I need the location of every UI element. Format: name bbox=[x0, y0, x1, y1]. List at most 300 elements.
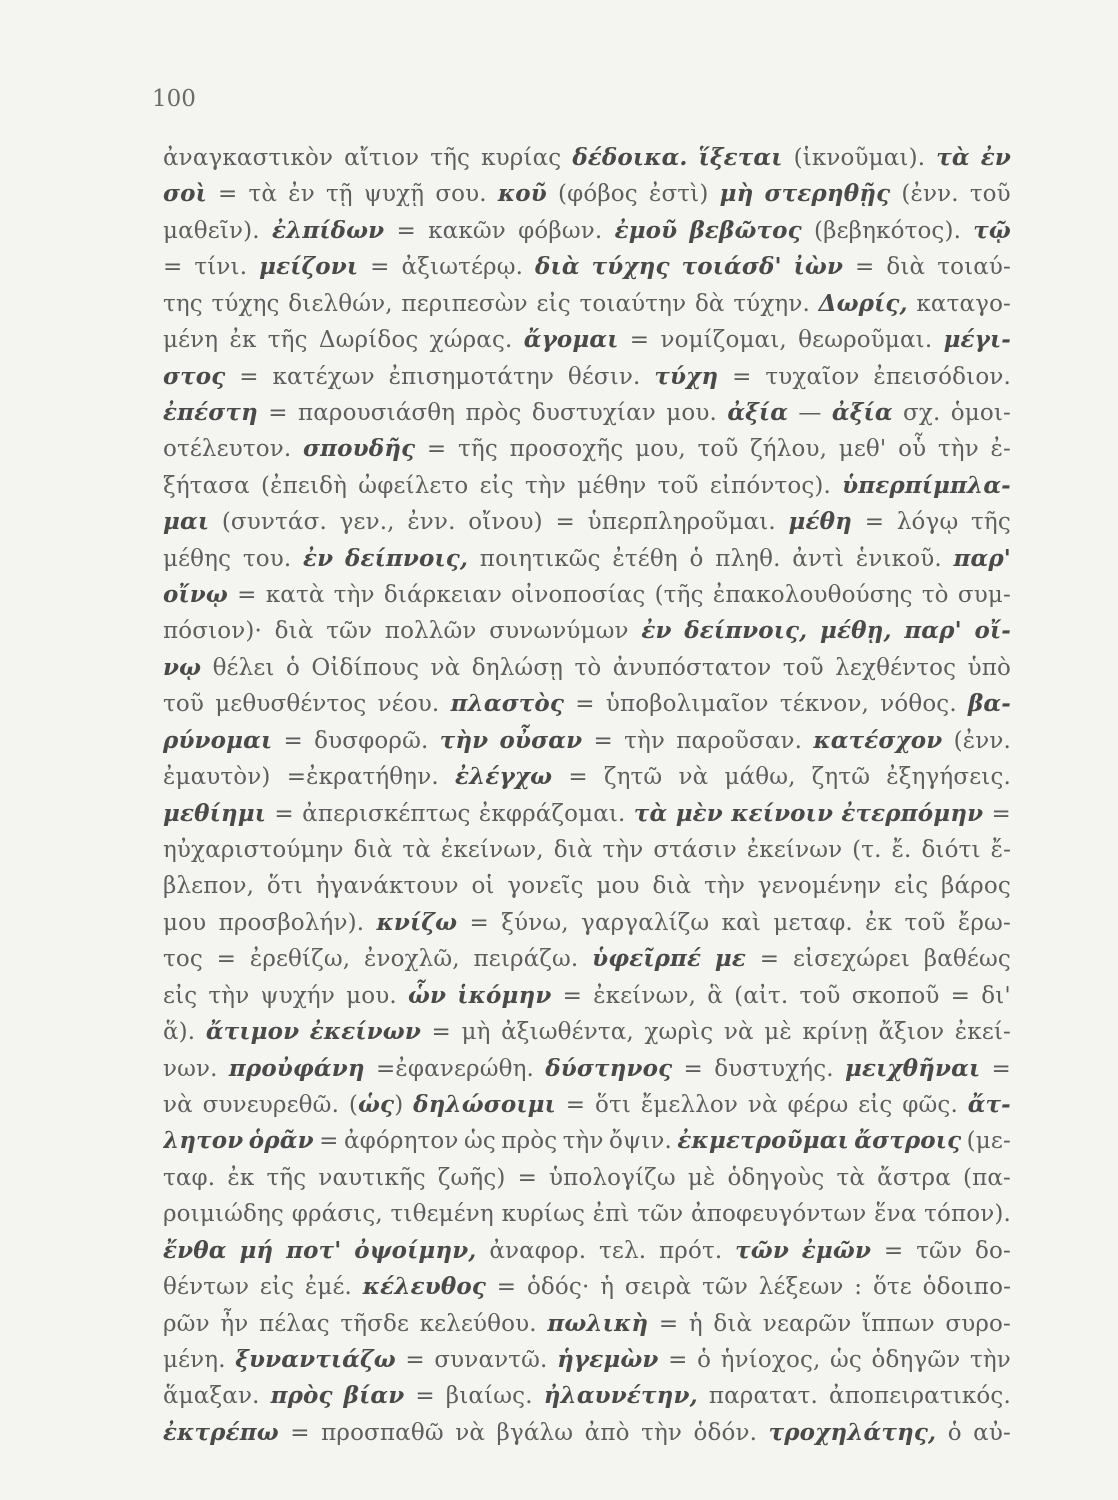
gloss-text: ἐπισημοτάτην bbox=[388, 363, 554, 390]
headword: ἠλαυνέτην, bbox=[543, 1382, 698, 1410]
word bbox=[402, 832, 431, 868]
gloss-text: ναυτικῆς bbox=[318, 1164, 426, 1191]
gloss-text: πειράζω. bbox=[473, 946, 579, 973]
gloss-text: ἄστρα bbox=[877, 1164, 951, 1191]
word bbox=[376, 1051, 534, 1087]
word bbox=[865, 504, 884, 540]
word bbox=[798, 322, 932, 358]
word bbox=[446, 1378, 533, 1414]
word bbox=[405, 1342, 424, 1378]
word bbox=[163, 832, 344, 868]
headword: μεθίημι bbox=[163, 799, 267, 827]
gloss-text: ὠφείλετο bbox=[358, 472, 469, 499]
word bbox=[316, 868, 459, 904]
gloss-text: κρίνῃ bbox=[802, 1019, 868, 1046]
word bbox=[431, 650, 461, 686]
word bbox=[951, 395, 1011, 431]
gloss-text: τόπον). bbox=[924, 1201, 1011, 1228]
gloss-text: ζωῆς) bbox=[437, 1164, 506, 1191]
gloss-text: ψυχῇ bbox=[363, 181, 425, 208]
word bbox=[378, 686, 440, 722]
gloss-text: ἐκ bbox=[229, 327, 257, 354]
text-line bbox=[163, 723, 1011, 759]
word bbox=[968, 650, 1011, 686]
word bbox=[644, 1014, 713, 1050]
word bbox=[677, 1123, 848, 1159]
word bbox=[991, 431, 1011, 467]
gloss-text: τὴν bbox=[624, 727, 666, 754]
gloss-text: οὗ bbox=[898, 436, 927, 463]
word bbox=[213, 650, 275, 686]
text-line bbox=[163, 941, 1011, 977]
word bbox=[163, 868, 254, 904]
gloss-text: δι' bbox=[981, 982, 1011, 1009]
word bbox=[239, 359, 258, 395]
word bbox=[432, 1014, 451, 1050]
word bbox=[812, 759, 870, 795]
gloss-text: τοῦ bbox=[904, 909, 946, 936]
headword: ἵξεται bbox=[698, 144, 783, 171]
word bbox=[839, 431, 887, 467]
word bbox=[855, 249, 874, 285]
word bbox=[637, 1196, 683, 1232]
word bbox=[303, 431, 415, 467]
word bbox=[568, 359, 641, 395]
headword: δέδοικα. bbox=[572, 144, 688, 171]
gloss-text: ( bbox=[348, 1091, 358, 1118]
word bbox=[377, 905, 458, 941]
gloss-text: τῆς bbox=[458, 436, 498, 463]
gloss-text: τὸ bbox=[921, 582, 949, 609]
word bbox=[427, 431, 446, 467]
gloss-text: = bbox=[759, 946, 780, 973]
gloss-text: μου bbox=[163, 909, 207, 936]
word bbox=[271, 1378, 333, 1414]
word bbox=[945, 1306, 1011, 1342]
headword: κέλευθος bbox=[362, 1273, 486, 1301]
headword: ἐκτρέπω bbox=[163, 1418, 279, 1446]
word bbox=[886, 759, 1011, 795]
word bbox=[273, 359, 375, 395]
headword: ἐν bbox=[980, 144, 1011, 171]
word bbox=[218, 176, 237, 212]
word bbox=[593, 978, 696, 1014]
word bbox=[702, 1269, 748, 1305]
gloss-text: ἄξιον bbox=[878, 1019, 945, 1046]
gloss-text: μου. bbox=[666, 399, 717, 426]
gloss-text: σχ. bbox=[903, 399, 941, 426]
gloss-text: ἀποπειρατικός. bbox=[829, 1383, 1011, 1410]
gloss-text: ἡ bbox=[688, 1310, 703, 1337]
word bbox=[704, 868, 745, 904]
word bbox=[958, 905, 1011, 941]
word bbox=[592, 249, 670, 285]
gloss-text: μένη bbox=[163, 327, 219, 354]
word bbox=[991, 832, 1011, 868]
word bbox=[319, 322, 419, 358]
gloss-text: φέρω bbox=[787, 1091, 849, 1118]
word bbox=[345, 541, 468, 577]
word bbox=[923, 1269, 1011, 1305]
word bbox=[709, 1378, 818, 1414]
word bbox=[545, 1051, 672, 1087]
word bbox=[690, 213, 802, 249]
headword: τὰ bbox=[936, 144, 970, 171]
word bbox=[794, 249, 843, 285]
gloss-text: νὰ bbox=[723, 1019, 754, 1046]
gloss-text: ἀποφευγόντων bbox=[691, 1201, 867, 1228]
word bbox=[471, 868, 494, 904]
headword: κνίζω bbox=[376, 908, 458, 936]
gloss-text: θέσιν. bbox=[567, 363, 641, 390]
gloss-text: διὰ bbox=[553, 837, 593, 864]
word bbox=[659, 1233, 722, 1269]
word bbox=[435, 176, 486, 212]
gloss-text: = bbox=[658, 1310, 679, 1337]
gloss-text: ἐκείνων, bbox=[593, 982, 697, 1009]
word bbox=[163, 905, 206, 941]
gloss-text: ταφ. bbox=[163, 1164, 216, 1191]
gloss-text: πέλας bbox=[258, 1310, 330, 1337]
word bbox=[507, 868, 583, 904]
gloss-text: τὴν bbox=[704, 873, 745, 900]
word bbox=[588, 504, 776, 540]
word bbox=[682, 249, 782, 285]
headword: κατέσχον bbox=[813, 726, 943, 754]
gloss-text: ἐρεθίζω, bbox=[249, 946, 351, 973]
gloss-text: (φόβος bbox=[557, 181, 638, 208]
headword: ἐλέγχω bbox=[455, 763, 553, 791]
gloss-text: ὑπερπληροῦμαι. bbox=[587, 509, 776, 536]
word bbox=[600, 1269, 614, 1305]
word bbox=[727, 395, 788, 431]
word bbox=[518, 1160, 537, 1196]
word bbox=[577, 468, 646, 504]
word bbox=[992, 796, 1011, 832]
word bbox=[872, 1342, 961, 1378]
word bbox=[163, 504, 209, 540]
word bbox=[973, 1415, 1011, 1451]
gloss-text: τὰ bbox=[836, 1164, 866, 1191]
word bbox=[897, 504, 959, 540]
word bbox=[334, 577, 375, 613]
gloss-text: παρατατ. bbox=[708, 1383, 819, 1410]
gloss-text: ὁδηγοὺς bbox=[727, 1164, 825, 1191]
gloss-text: τὰ bbox=[402, 837, 431, 864]
gloss-text: τιθεμένη bbox=[390, 1201, 494, 1228]
gloss-text: ἀπερισκέπτως bbox=[302, 800, 471, 827]
headword: τὰ bbox=[633, 799, 668, 827]
word bbox=[480, 468, 514, 504]
text-line bbox=[163, 613, 1011, 649]
gloss-text: προσβολήν). bbox=[218, 909, 365, 936]
word bbox=[758, 868, 881, 904]
gloss-text: = bbox=[216, 946, 237, 973]
gloss-text: = bbox=[396, 217, 416, 244]
gloss-text: τοιαύτην bbox=[579, 290, 687, 317]
gloss-text: τίνι. bbox=[194, 254, 248, 281]
gloss-text: βαθέως bbox=[923, 946, 1011, 973]
word bbox=[389, 359, 554, 395]
text-line bbox=[163, 1087, 1011, 1123]
word bbox=[581, 905, 709, 941]
word bbox=[841, 796, 983, 832]
word bbox=[466, 395, 522, 431]
word bbox=[724, 759, 795, 795]
word bbox=[163, 1378, 260, 1414]
word bbox=[229, 322, 256, 358]
gloss-text: = bbox=[732, 363, 752, 390]
gloss-text: ἀναφορ. bbox=[489, 1237, 587, 1264]
headword: ἐμοῦ bbox=[614, 216, 678, 244]
word bbox=[724, 1014, 754, 1050]
gloss-text: ποιητικῶς bbox=[479, 545, 601, 572]
word bbox=[363, 1269, 486, 1305]
word bbox=[163, 322, 218, 358]
gloss-text: οἱ bbox=[471, 873, 495, 900]
word bbox=[878, 1014, 944, 1050]
headword: ἐκμετροῦμαι bbox=[677, 1127, 849, 1155]
gloss-text: μένη. bbox=[163, 1346, 226, 1373]
word bbox=[924, 1196, 1011, 1232]
headword: λητον bbox=[163, 1127, 244, 1155]
headword: βίαν bbox=[343, 1382, 405, 1410]
gloss-text: ἔ. bbox=[891, 837, 912, 864]
gloss-text: =ἐκρατήθην. bbox=[286, 764, 439, 791]
gloss-text: = bbox=[864, 509, 885, 536]
word bbox=[544, 1378, 698, 1414]
page-number: 100 bbox=[152, 86, 196, 112]
word bbox=[794, 140, 926, 176]
gloss-text: τὴν bbox=[562, 1128, 604, 1155]
word bbox=[535, 249, 580, 285]
headword: παρ' bbox=[904, 617, 962, 645]
word bbox=[954, 541, 1011, 577]
gloss-text: ὁδόν. bbox=[693, 1419, 758, 1446]
word bbox=[735, 1233, 789, 1269]
gloss-text: μεθ' bbox=[838, 436, 887, 463]
headword: τῶν bbox=[735, 1236, 789, 1264]
gloss-text: ζήλου, bbox=[750, 436, 828, 463]
gloss-text: τος bbox=[163, 946, 203, 973]
headword: στερηθῇς bbox=[764, 180, 891, 208]
word bbox=[954, 723, 1011, 759]
word bbox=[813, 723, 942, 759]
gloss-text: φράσις, bbox=[291, 1201, 383, 1228]
gloss-text: διὰ bbox=[274, 618, 314, 645]
text-line bbox=[163, 1415, 1011, 1451]
word bbox=[649, 176, 709, 212]
word bbox=[554, 832, 593, 868]
word bbox=[420, 1306, 537, 1342]
headword: στος bbox=[163, 362, 226, 390]
word bbox=[884, 1233, 903, 1269]
text-line bbox=[163, 868, 1011, 904]
gloss-text: τὰ bbox=[248, 181, 278, 208]
word bbox=[802, 1014, 867, 1050]
gloss-text: τῆς bbox=[971, 509, 1011, 536]
gloss-text: μεταφ. bbox=[773, 909, 853, 936]
headword: βεβῶτος bbox=[689, 216, 802, 244]
gloss-text: τοῦ bbox=[799, 982, 841, 1009]
text-line bbox=[163, 650, 1011, 686]
word bbox=[266, 1160, 306, 1196]
gloss-text: πρὸς bbox=[465, 399, 522, 426]
headword: δείπνοις, bbox=[684, 617, 808, 645]
word bbox=[814, 213, 961, 249]
gloss-text: ἐ- bbox=[990, 436, 1011, 463]
headword: ἄτ- bbox=[967, 1090, 1011, 1118]
headword: ἐπέστη bbox=[163, 398, 258, 426]
word bbox=[967, 1123, 1011, 1159]
word bbox=[722, 905, 761, 941]
gloss-text: κατὰ bbox=[265, 582, 325, 609]
gloss-text: (πα- bbox=[962, 1164, 1011, 1191]
word bbox=[902, 1087, 958, 1123]
gloss-text: κελεύθου. bbox=[419, 1310, 537, 1337]
word bbox=[973, 213, 1011, 249]
gloss-text: φῶς. bbox=[902, 1091, 958, 1118]
gloss-text: διότι bbox=[921, 837, 981, 864]
gloss-text: δηλώσῃ bbox=[471, 654, 564, 681]
word bbox=[938, 431, 979, 467]
word bbox=[981, 140, 1011, 176]
word bbox=[497, 1415, 574, 1451]
gloss-text: εἰς bbox=[536, 290, 571, 317]
word bbox=[819, 286, 908, 322]
word bbox=[413, 1087, 556, 1123]
word bbox=[886, 249, 925, 285]
word bbox=[563, 978, 582, 1014]
word bbox=[430, 322, 513, 358]
gloss-text: ἔμελλον bbox=[640, 1091, 739, 1118]
word bbox=[527, 1269, 589, 1305]
word bbox=[208, 978, 249, 1014]
gloss-text: τῶν bbox=[916, 1237, 963, 1264]
word bbox=[904, 613, 961, 649]
headword: μέγι- bbox=[943, 326, 1011, 354]
word bbox=[203, 1087, 339, 1123]
headword: τὴν bbox=[439, 726, 489, 754]
gloss-text: παροῦσαν. bbox=[676, 727, 803, 754]
gloss-text: (τ. bbox=[852, 837, 882, 864]
gloss-text: — bbox=[798, 399, 822, 426]
word bbox=[480, 541, 601, 577]
text-line bbox=[163, 832, 1011, 868]
word bbox=[829, 1378, 1011, 1414]
gloss-text: μὲ bbox=[764, 1019, 792, 1046]
gloss-text: ἠγανάκτουν bbox=[315, 873, 459, 900]
gloss-text: δυστυχής. bbox=[714, 1055, 834, 1082]
gloss-text: θέντων bbox=[163, 1274, 250, 1301]
word bbox=[288, 286, 392, 322]
gloss-text: ἐπεισόδιον. bbox=[873, 363, 1011, 390]
text-line bbox=[163, 431, 1011, 467]
headword: ἐτερπόμην bbox=[841, 799, 984, 827]
word bbox=[364, 176, 424, 212]
gloss-text: ἅμαξαν. bbox=[163, 1383, 260, 1410]
word bbox=[288, 176, 315, 212]
gloss-text: = bbox=[274, 800, 294, 827]
headword: ἐλπίδων bbox=[271, 216, 385, 244]
word bbox=[579, 286, 686, 322]
gloss-text: τὸ bbox=[574, 654, 602, 681]
gloss-text: φόβων. bbox=[518, 217, 603, 244]
word bbox=[274, 796, 293, 832]
gloss-text: = bbox=[237, 582, 257, 609]
word bbox=[830, 1342, 862, 1378]
word bbox=[455, 759, 552, 795]
gloss-text: τὴν bbox=[937, 436, 979, 463]
word bbox=[402, 249, 524, 285]
headword: μείζονι bbox=[259, 253, 359, 281]
headword: μέθη bbox=[788, 508, 853, 536]
gloss-text: μὴ bbox=[461, 1019, 491, 1046]
word bbox=[286, 650, 300, 686]
word bbox=[874, 1196, 916, 1232]
word bbox=[227, 1160, 254, 1196]
gloss-text: γονεῖς bbox=[507, 873, 584, 900]
word bbox=[563, 1123, 604, 1159]
word bbox=[250, 941, 350, 977]
word bbox=[789, 504, 852, 540]
headword: προὐφάνη bbox=[228, 1054, 365, 1082]
gloss-text: = bbox=[562, 982, 583, 1009]
gloss-text: εἰς bbox=[893, 873, 929, 900]
gloss-text: τοῦ bbox=[657, 472, 699, 499]
word bbox=[163, 723, 272, 759]
word bbox=[974, 613, 1010, 649]
gloss-text: τοῦ bbox=[163, 691, 205, 718]
word bbox=[259, 249, 358, 285]
word bbox=[326, 613, 372, 649]
headword: ὑπερπίμπλα- bbox=[842, 471, 1011, 499]
gloss-text: = bbox=[415, 1383, 435, 1410]
gloss-text: ηὐχαριστούμην bbox=[163, 837, 344, 864]
word bbox=[163, 650, 201, 686]
gloss-text: ὄψιν. bbox=[609, 1128, 672, 1155]
text-line bbox=[163, 249, 1011, 285]
word bbox=[877, 1160, 951, 1196]
word bbox=[321, 1415, 444, 1451]
gloss-text: τῶν bbox=[326, 618, 373, 645]
word bbox=[311, 650, 419, 686]
word bbox=[733, 286, 810, 322]
word bbox=[845, 1051, 980, 1087]
gloss-text: (συντάσ. bbox=[221, 509, 327, 536]
word bbox=[572, 140, 687, 176]
word bbox=[310, 1014, 421, 1050]
gloss-text: = bbox=[517, 1164, 537, 1191]
text-line bbox=[163, 978, 1011, 1014]
gloss-text: Δωρίδος bbox=[318, 327, 419, 354]
word bbox=[609, 1123, 672, 1159]
word bbox=[654, 359, 718, 395]
word bbox=[715, 541, 780, 577]
word bbox=[602, 832, 643, 868]
word bbox=[260, 1269, 294, 1305]
word bbox=[948, 1415, 962, 1451]
gloss-text: ἐκείνων bbox=[746, 837, 843, 864]
gloss-text: ὅτι bbox=[266, 873, 303, 900]
word bbox=[641, 613, 671, 649]
gloss-text: = bbox=[855, 254, 875, 281]
word bbox=[800, 978, 841, 1014]
gloss-text: σειρὰ bbox=[624, 1274, 692, 1301]
headword: μειχθῆναι bbox=[844, 1054, 981, 1082]
headword: δείπνοις, bbox=[345, 544, 469, 572]
word bbox=[759, 1269, 844, 1305]
